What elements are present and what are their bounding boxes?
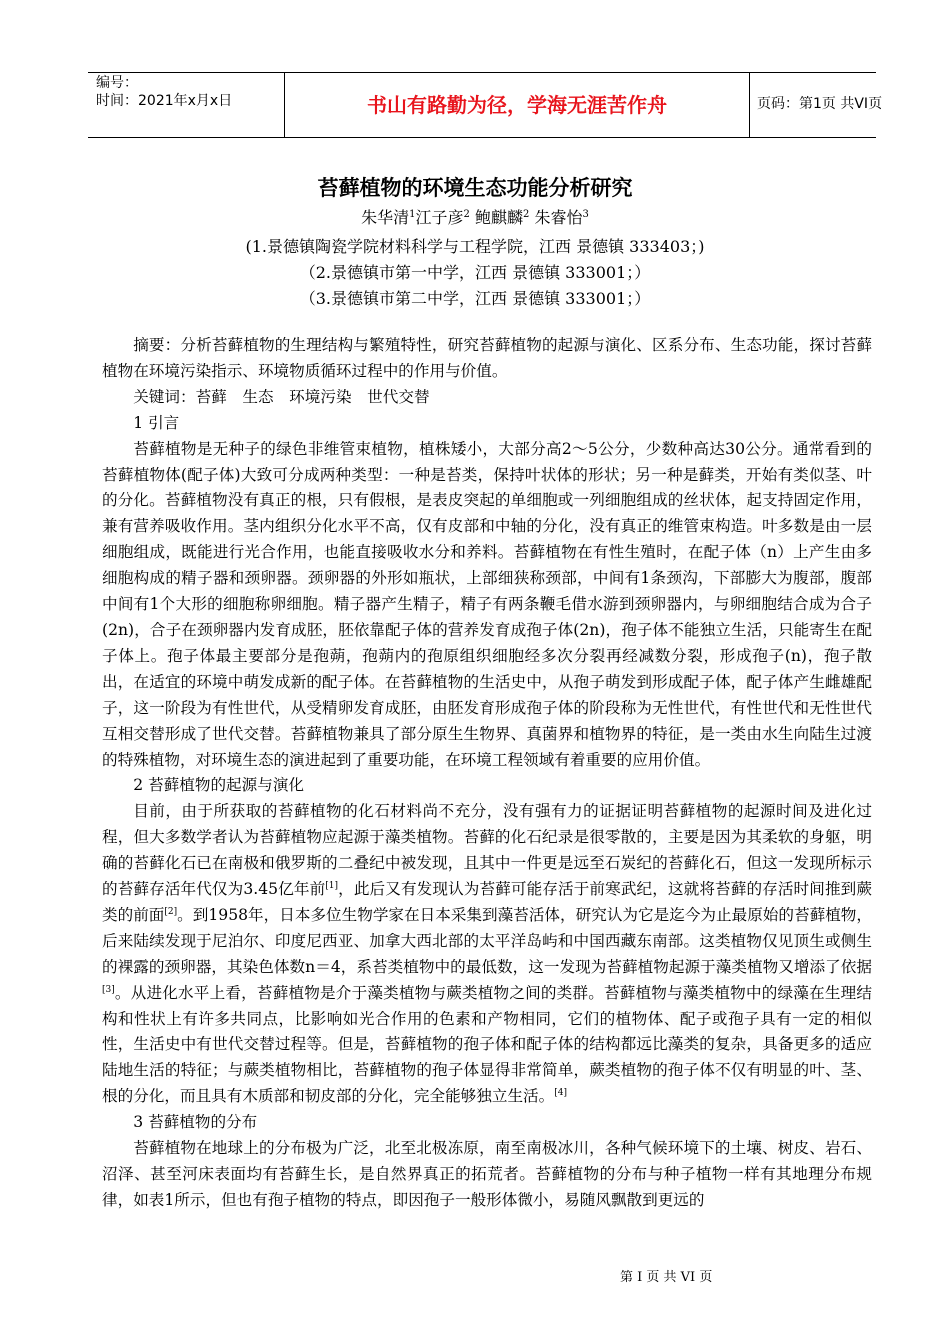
- affiliation-3: （3.景德镇市第二中学，江西 景德镇 333001；）: [299, 289, 651, 308]
- paragraph-text: 。从进化水平上看，苔藓植物是介于藻类植物与蕨类植物之间的类群。苔藓植物与藻类植物中的绿藻在生理结构和性状上有许多共同点，比影响如光合作用的色素和产物相同，它们的植物体、配子或孢子具有一定的相似性，生活史中有世代交替过程等。但是，苔藓植物的孢子体和配子体的结构都远比藻类的复杂，具备更多的适应陆地生活的特征；与蕨类植物相比，苔藓植物的孢子体显得非常简单，蕨类植物的孢子体不仅有明显的叶、茎、根的分化，而且具有木质部和韧皮部的分化，完全能够独立生活。: [102, 983, 872, 1106]
- abstract: [102, 333, 872, 385]
- author-name: 朱华清: [361, 208, 410, 227]
- keyword: 生态: [242, 387, 274, 406]
- author-affiliation-mark: 1: [409, 209, 416, 220]
- citation-ref[interactable]: [1]: [325, 881, 339, 892]
- keywords-label: 关键词：: [133, 387, 196, 406]
- paper-body: [102, 333, 872, 1214]
- header-motto: 书山有路勤为径，学海无涯苦作舟: [367, 93, 667, 117]
- author-affiliation-mark: 2: [463, 209, 470, 220]
- abstract-text: 分析苔藓植物的生理结构与繁殖特性，研究苔藓植物的起源与演化、区系分布、生态功能，探讨苔藓植物在环境污染指示、环境物质循环过程中的作用与价值。: [102, 336, 872, 380]
- section-heading: 3 苔藓植物的分布: [133, 1113, 258, 1132]
- header-page-info: 页码：第1页 共VI页: [757, 96, 883, 112]
- keywords: [102, 385, 872, 411]
- keyword: 世代交替: [367, 387, 430, 406]
- keyword: 苔藓: [195, 387, 227, 406]
- author-name: 江子彦: [415, 208, 464, 227]
- page-footer: 第 I 页 共 VI 页: [620, 1270, 713, 1285]
- paragraph-text: 目前，由于所获取的苔藓植物的化石材料尚不充分，没有强有力的证据证明苔藓植物的起源时间及进化过程，但大多数学者认为苔藓植物应起源于藻类植物。苔藓的化石纪录是很零散的，主要是因为其柔软的身躯，明确的苔藓化石已在南极和俄罗斯的二叠纪中被发现，且其中一件更是远至石炭纪的苔藓化石，但这一发现所标示的苔藓存活年代仅为3.45亿年前: [102, 802, 872, 899]
- section-heading: 1 引言: [133, 413, 180, 432]
- section-heading: 2 苔藓植物的起源与演化: [133, 776, 305, 795]
- section-paragraph: 苔藓植物是无种子的绿色非维管束植物，植株矮小，大部分高2～5公分，少数种高达30公分。通常看到的苔藓植物体(配子体)大致可分成两种类型：一种是苔类，保持叶状体的形状；另一种是藓类，开始有类似茎、叶的分化。苔藓植物没有真正的根，只有假根，是表皮突起的单细胞或一列细胞组成的丝状体，起支持固定作用，兼有营养吸收作用。茎内组织分化水平不高，仅有皮部和中轴的分化，没有真正的维管束构造。叶多数是由一层细胞组成，既能进行光合作用，也能直接吸收水分和养料。苔藓植物在有性生殖时，在配子体（n）上产生由多细胞构成的精子器和颈卵器。颈卵器的外形如瓶状，上部细狭称颈部，中间有1条颈沟，下部膨大为腹部，腹部中间有1个大形的细胞称卵细胞。精子器产生精子，精子有两条鞭毛借水游到颈卵器内，与卵细胞结合成为合子(2n)，合子在颈卵器内发育成胚，胚依靠配子体的营养发育成孢子体(2n)，孢子体不能独立生活，只能寄生在配子体上。孢子体最主要部分是孢蒴，孢蒴内的孢原组织细胞经多次分裂再经减数分裂，形成孢子(n)，孢子散出，在适宜的环境中萌发成新的配子体。在苔藓植物的生活史中，从孢子萌发到形成配子体，配子体产生雌雄配子，这一阶段为有性世代，从受精卵发育成胚，由胚发育形成孢子体的阶段称为无性世代，有性世代和无性世代互相交替形成了世代交替。苔藓植物兼具了部分原生生物界、真菌界和植物界的特征，是一类由水生向陆生过渡的特殊植物，对环境生态的演进起到了重要功能，在环境工程领域有着重要的应用价值。: [102, 439, 872, 769]
- paragraph-text: 。到1958年，日本多位生物学家在日本采集到藻苔活体，研究认为它是迄今为止最原始的苔藓植物，后来陆续发现于尼泊尔、印度尼西亚、加拿大西北部的太平洋岛屿和中国西藏东南部。这类植物仅见顶生或侧生的裸露的颈卵器，其染色体数n＝4，系苔类植物中的最低数，这一发现为苔藓植物起源于藻类植物又增添了依据: [102, 905, 872, 976]
- header-motto-cell: [284, 73, 750, 137]
- citation-ref[interactable]: [2]: [164, 906, 178, 917]
- section-paragraph: [102, 799, 872, 1110]
- citation-ref[interactable]: [3]: [102, 984, 115, 995]
- author-affiliation-mark: 2: [523, 209, 530, 220]
- abstract-label: 摘要：: [133, 336, 181, 354]
- document-time: 时间：2021年x月x日: [96, 93, 233, 109]
- header-page-cell: [749, 73, 883, 137]
- document-number: 编号：: [96, 75, 138, 91]
- paragraph-text: ，此后又有发现认为苔藓可能存活于前寒武纪，这就将苔藓的存活时间推到蕨类的前面: [102, 880, 872, 924]
- citation-ref[interactable]: [4]: [554, 1088, 567, 1099]
- header-meta-cell: [88, 73, 284, 137]
- author-affiliation-mark: 3: [582, 209, 589, 220]
- page-header: [88, 72, 883, 138]
- affiliation-2: （2.景德镇市第一中学，江西 景德镇 333001；）: [299, 263, 651, 282]
- author-name: 朱睿怡: [534, 208, 583, 227]
- author-name: 鲍麒麟: [475, 208, 524, 227]
- keyword: 环境污染: [289, 387, 352, 406]
- author-line: [0, 207, 950, 229]
- affiliation-1: (1.景德镇陶瓷学院材料科学与工程学院，江西 景德镇 333403；): [245, 237, 705, 256]
- paper-title: 苔藓植物的环境生态功能分析研究: [317, 176, 633, 200]
- section-paragraph: 苔藓植物在地球上的分布极为广泛，北至北极冻原，南至南极冰川，各种气候环境下的土壤、树皮、岩石、沼泽、甚至河床表面均有苔藓生长，是自然界真正的拓荒者。苔藓植物的分布与种子植物一样有其地理分布规律，如表1所示，但也有孢子植物的特点，即因孢子一般形体微小，易随风飘散到更远的: [102, 1139, 872, 1209]
